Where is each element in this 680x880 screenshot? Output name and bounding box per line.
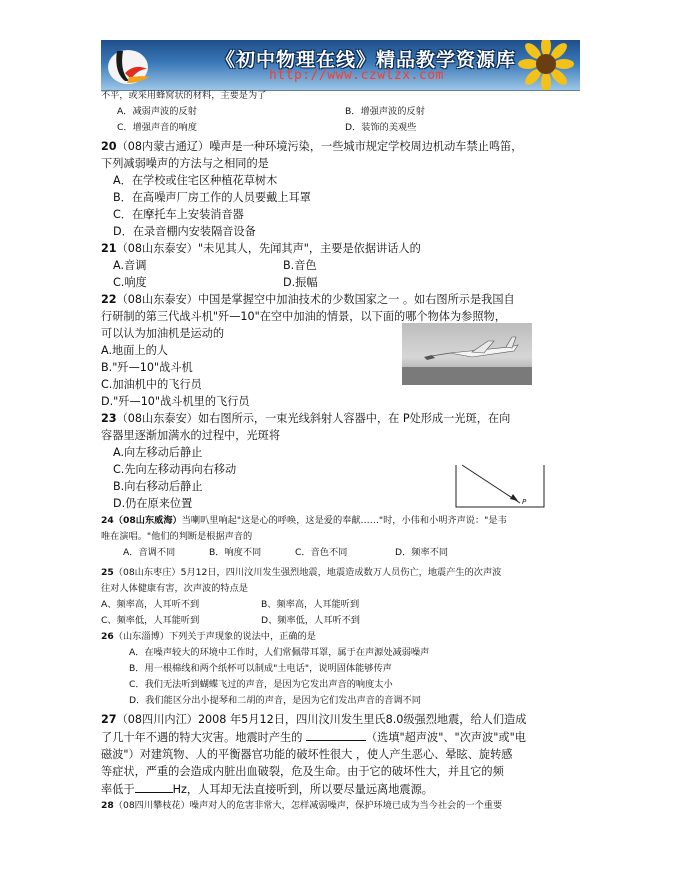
q21-options-row1 <box>101 257 583 274</box>
q19-option-c: C．增强声音的响度 <box>117 122 197 133</box>
q25-option-c: C、频率低，人耳能听到 <box>101 615 200 626</box>
sunflower-image <box>516 40 576 91</box>
arrowhead-icon <box>510 494 518 501</box>
q25-line2: 往对人体健康有害，次声波的特点是 <box>101 583 248 594</box>
q19-options-row2 <box>101 120 583 136</box>
q25-option-b: B、频率高，人耳能听到 <box>261 599 360 610</box>
q22-option-a: A.地面上的人 <box>101 344 168 357</box>
banner-url[interactable]: http://www.czwlzx.com <box>269 68 444 83</box>
q25-options-row1 <box>101 597 583 613</box>
q21-number: 21 <box>101 242 117 255</box>
q24-line2: 唯在演唱。"他们的判断是根据声音的 <box>101 531 253 542</box>
q27-line4: 等症状，严重的会造成内脏出血破裂，危及生命。由于它的破坏性大，并且它的频 <box>101 765 504 778</box>
q27-line1: 27（08四川内江）2008 年5月12日，四川汶川发生里氏8.0级强烈地震，给人们造成 <box>101 713 527 726</box>
q20-option-b: B．在高噪声厂房工作的人员要戴上耳罩 <box>113 191 311 204</box>
q23-option-d: D.仍在原来位置 <box>113 497 193 510</box>
light-container-diagram <box>452 463 548 509</box>
q20-number: 20 <box>101 140 117 153</box>
aircraft-refueling-photo <box>402 323 532 385</box>
q27-number: 27 <box>101 713 117 726</box>
site-logo <box>105 43 151 87</box>
q23-option-b: B.向右移动后静止 <box>113 480 203 493</box>
q26-number: 26 <box>101 631 114 642</box>
q19-option-d: D．装饰的美观些 <box>345 122 417 133</box>
question-list <box>101 88 583 814</box>
q21-options-row2 <box>101 274 583 291</box>
q25-options-row2 <box>101 613 583 629</box>
q26-option-b: B．用一根棉线和两个纸杯可以制成"土电话"，说明固体能够传声 <box>129 663 392 674</box>
q21-option-b: B.音色 <box>283 259 317 272</box>
q20-option-c: C．在摩托车上安装消音器 <box>113 208 244 221</box>
q21-option-c: C.响度 <box>113 276 147 289</box>
q22-option-b: B."歼—10"战斗机 <box>101 361 193 374</box>
banner-title: 《初中物理在线》精品教学资源库 <box>216 49 517 71</box>
q28-line1: 28（08四川攀枝花）噪声对人的危害非常大，怎样减弱噪声，保护环境已成为当今社会的一个重要 <box>101 800 503 811</box>
q19-option-b: B．增强声波的反射 <box>345 106 425 117</box>
q27-line2: 了几十年不遇的特大灾害。地震时产生的 （选填"超声波"、"次声波"或"电 <box>101 728 583 746</box>
q24-option-c: C．音色不同 <box>295 547 348 558</box>
q22-number: 22 <box>101 293 117 306</box>
q19-stem-tail: 不平，或采用蜂窝状的材料，主要是为了 <box>101 90 267 101</box>
q23-line2: 容器里逐渐加满水的过程中，光斑将 <box>101 429 281 442</box>
q20-option-a: A．在学校或住宅区种植花草树木 <box>113 174 278 187</box>
q21-option-d: D.振幅 <box>283 276 318 289</box>
q22-line2: 行研制的第三代战斗机"歼—10"在空中加油的情景，以下面的哪个物体为参照物， <box>101 310 506 323</box>
q24-options-row <box>101 545 583 561</box>
q19-option-a: A．减弱声波的反射 <box>117 106 197 117</box>
q22-line1: 22（08山东泰安）中国是掌握空中加油技术的少数国家之一 。如右图所示是我国自 <box>101 293 515 306</box>
q25-number: 25 <box>101 567 114 578</box>
q22-option-d: D."歼—10"战斗机里的飞行员 <box>101 395 250 408</box>
q23-line1: 23（08山东泰安）如右图所示，一束光线斜射人容器中，在 P处形成一光斑，在向 <box>101 412 511 425</box>
q21-option-a: A.音调 <box>113 259 147 272</box>
q22-option-c: C.加油机中的飞行员 <box>101 378 202 391</box>
q25-option-d: D、频率低，人耳听不到 <box>261 615 360 626</box>
q20-option-d: D．在录音棚内安装隔音设备 <box>113 225 256 238</box>
q24-option-d: D．频率不同 <box>395 547 449 558</box>
q23-number: 23 <box>101 412 117 425</box>
q27-line3: 磁波"）对建筑物、人的平衡器官功能的破坏性很大 ，使人产生恶心、晕眩、旋转感 <box>101 748 513 761</box>
q24-number: 24 <box>101 515 114 526</box>
q23-option-c: C.先向左移动再向右移动 <box>113 463 237 476</box>
point-p-label: P <box>522 498 527 506</box>
q21-stem: 21（08山东泰安）"未见其人，先闻其声"，主要是依据讲话人的 <box>101 242 421 255</box>
q19-options-row1 <box>101 104 583 120</box>
q26-option-d: D．我们能区分出小提琴和二胡的声音，是因为它们发出声音的音调不同 <box>129 695 421 706</box>
q23-option-a: A.向左移动后静止 <box>113 446 203 459</box>
q26-option-c: C．我们无法听到蝴蝶飞过的声音，是因为它发出声音的响度太小 <box>129 679 393 690</box>
q20-line2: 下列减弱噪声的方法与之相同的是 <box>101 157 269 170</box>
q25-line1: 25（08山东枣庄）5月12日，四川汶川发生强烈地震，地震造成数万人员伤亡，地震产生的次声波 <box>101 567 502 578</box>
q24-option-b: B．响度不同 <box>209 547 262 558</box>
q22-line3: 可以认为加油机是运动的 <box>101 327 225 340</box>
q28-number: 28 <box>101 800 114 811</box>
q27-blank-frequency[interactable] <box>135 780 173 793</box>
q27-blank-wave-type[interactable] <box>306 728 366 741</box>
q24-line1: 24（08山东威海）当喇叭里响起"这是心的呼唤，这是爱的奉献……"时，小伟和小明齐声说："是韦 <box>101 515 507 526</box>
q27-line5: 率低于 Hz，人耳却无法直接听到，所以要尽量远离地震源。 <box>101 780 583 798</box>
q26-stem: 26（山东淄博）下列关于声现象的说法中，正确的是 <box>101 631 316 642</box>
airplane-icon <box>402 323 532 385</box>
q26-option-a: A．在噪声较大的环境中工作时，人们常佩带耳罩，属于在声源处减弱噪声 <box>129 647 430 658</box>
q24-option-a: A．音调不同 <box>123 547 176 558</box>
q25-option-a: A、频率高，人耳听不到 <box>101 599 200 610</box>
q20-line1: 20（08内蒙古通辽）噪声是一种环境污染，一些城市规定学校周边机动车禁止鸣笛， <box>101 140 523 153</box>
header-banner <box>101 40 580 91</box>
